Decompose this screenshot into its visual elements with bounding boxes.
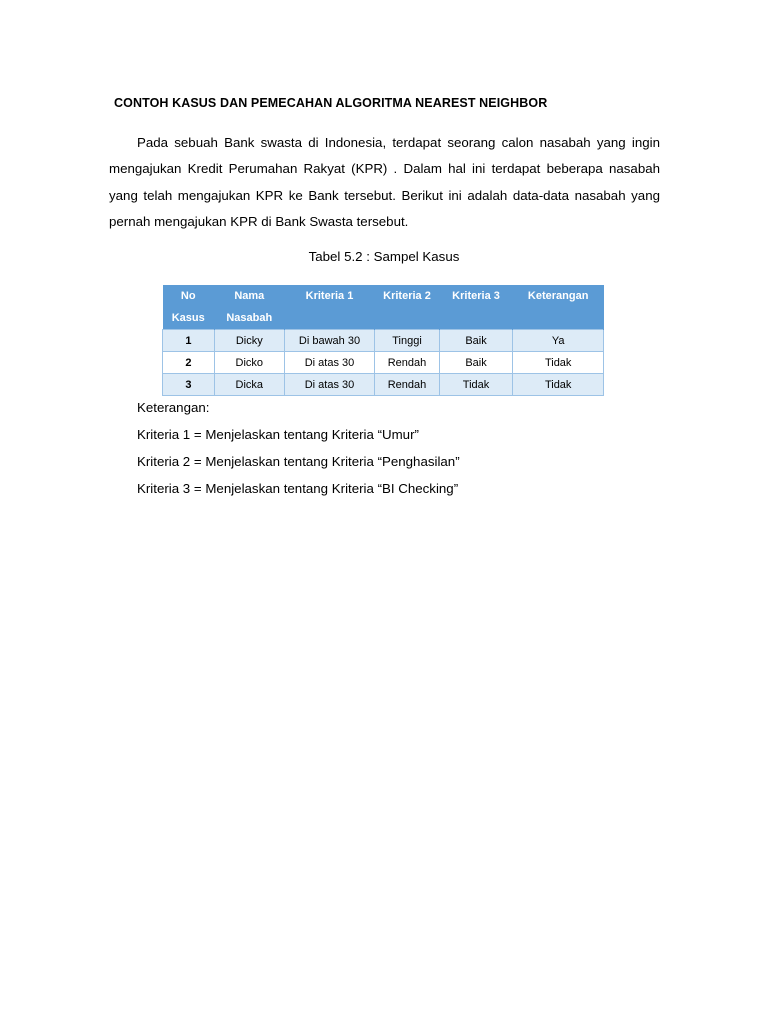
header-nama-line2: Nasabah — [226, 312, 273, 324]
cell-no: 3 — [163, 374, 215, 396]
sample-case-table — [162, 285, 604, 396]
page-title: CONTOH KASUS DAN PEMECAHAN ALGORITMA NEAREST NEIGHBOR — [114, 96, 548, 110]
cell-kriteria-3: Baik — [439, 330, 513, 352]
cell-kriteria-2: Rendah — [375, 374, 439, 396]
header-keterangan: Keterangan — [513, 285, 604, 330]
cell-no: 1 — [163, 330, 215, 352]
cell-kriteria-2: Tinggi — [375, 330, 439, 352]
header-no-line2: Kasus — [171, 312, 205, 324]
header-nama-line1: Nama — [234, 290, 265, 302]
table-header-row — [163, 285, 604, 330]
cell-kriteria-1: Di bawah 30 — [284, 330, 375, 352]
cell-kriteria-3: Baik — [439, 352, 513, 374]
header-no-line1: No — [180, 290, 196, 302]
header-kriteria-1: Kriteria 1 — [284, 285, 375, 330]
table-row — [163, 352, 604, 374]
cell-kriteria-1: Di atas 30 — [284, 374, 375, 396]
table-caption: Tabel 5.2 : Sampel Kasus — [308, 249, 460, 264]
cell-no: 2 — [163, 352, 215, 374]
cell-kriteria-1: Di atas 30 — [284, 352, 375, 374]
cell-nama: Dicky — [214, 330, 284, 352]
header-kriteria-3: Kriteria 3 — [439, 285, 513, 330]
intro-paragraph: Pada sebuah Bank swasta di Indonesia, terdapat seorang calon nasabah yang ingin mengajukan Kredit Perumahan Rakyat (KPR) . Dalam hal ini terdapat beberapa nasabah yang telah mengajukan KPR ke Bank tersebut. Berikut ini adalah data-data nasabah yang pernah mengajukan KPR di Bank Swasta tersebut. — [109, 135, 660, 229]
notes-section — [137, 397, 637, 505]
header-kriteria-2: Kriteria 2 — [375, 285, 439, 330]
cell-kriteria-2: Rendah — [375, 352, 439, 374]
table-row — [163, 330, 604, 352]
cell-nama: Dicko — [214, 352, 284, 374]
notes-heading: Keterangan: — [137, 400, 210, 415]
header-nama-nasabah — [214, 285, 284, 330]
cell-keterangan: Tidak — [513, 352, 604, 374]
table-row — [163, 374, 604, 396]
notes-item-kriteria-3: Kriteria 3 = Menjelaskan tentang Kriteria “BI Checking” — [137, 481, 459, 496]
cell-kriteria-3: Tidak — [439, 374, 513, 396]
header-no-kasus — [163, 285, 215, 330]
cell-keterangan: Tidak — [513, 374, 604, 396]
notes-item-kriteria-1: Kriteria 1 = Menjelaskan tentang Kriteria “Umur” — [137, 427, 419, 442]
cell-keterangan: Ya — [513, 330, 604, 352]
notes-item-kriteria-2: Kriteria 2 = Menjelaskan tentang Kriteria “Penghasilan” — [137, 454, 460, 469]
cell-nama: Dicka — [214, 374, 284, 396]
